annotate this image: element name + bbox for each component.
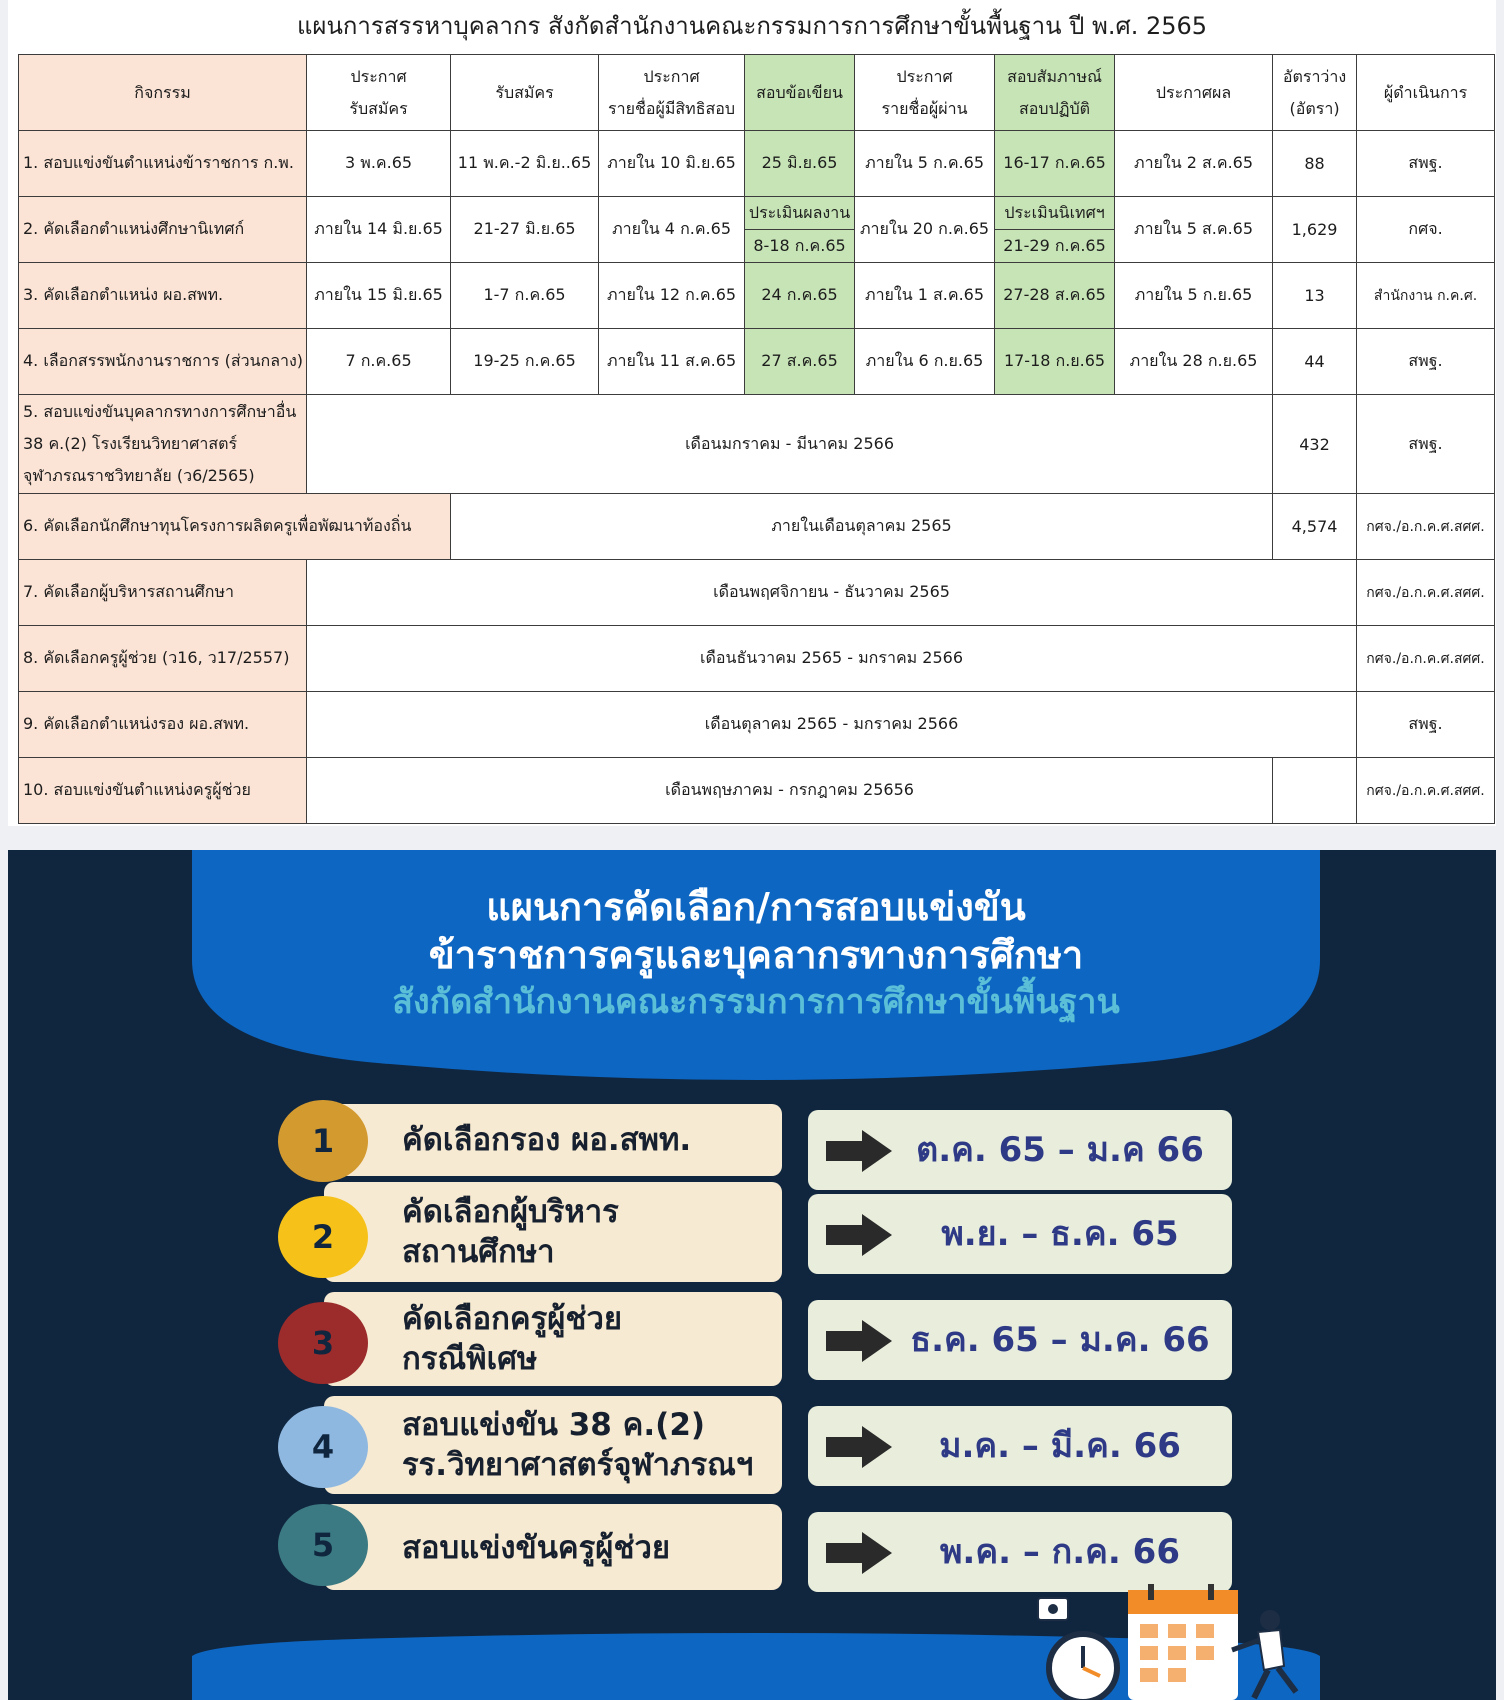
cell-vacancies [1273, 758, 1357, 824]
cell-written: 24 ก.ค.65 [745, 263, 855, 329]
cell-result: ภายใน 5 ก.ย.65 [1115, 263, 1273, 329]
cell-activity: 9. คัดเลือกตำแหน่งรอง ผอ.สพท. [19, 692, 307, 758]
item-4-number-badge: 4 [278, 1406, 368, 1488]
infographic-title-line2: ข้าราชการครูและบุคลากรทางการศึกษา [428, 933, 1084, 977]
header-written-exam: สอบข้อเขียน [745, 55, 855, 131]
cell-result: ภายใน 5 ส.ค.65 [1115, 197, 1273, 263]
table-row [19, 626, 1495, 692]
table-row [19, 560, 1495, 626]
table-row [19, 395, 1495, 494]
cell-result: ภายใน 2 ส.ค.65 [1115, 131, 1273, 197]
infographic-panel [8, 850, 1496, 1700]
cell-period: เดือนพฤศจิกายน - ธันวาคม 2565 [307, 560, 1357, 626]
cell-vacancies: 1,629 [1273, 197, 1357, 263]
cell-activity: 3. คัดเลือกตำแหน่ง ผอ.สพท. [19, 263, 307, 329]
cell-activity: 10. สอบแข่งขันตำแหน่งครูผู้ช่วย [19, 758, 307, 824]
cell-activity: 6. คัดเลือกนักศึกษาทุนโครงการผลิตครูเพื่อพัฒนาท้องถิ่น [19, 494, 451, 560]
cell-vacancies: 44 [1273, 329, 1357, 395]
cell-eligible: ภายใน 4 ก.ค.65 [599, 197, 745, 263]
table-row [19, 329, 1495, 395]
item-1-period: ต.ค. 65 – ม.ค 66 [916, 1130, 1204, 1170]
cell-written: 27 ส.ค.65 [745, 329, 855, 395]
cell-operator: กศจ./อ.ก.ค.ศ.สศศ. [1357, 626, 1495, 692]
cell-vacancies: 13 [1273, 263, 1357, 329]
cell-activity: 5. สอบแข่งขันบุคลากรทางการศึกษาอื่น 38 ค.(2) โรงเรียนวิทยาศาสตร์ จุฬาภรณราชวิทยาลัย (ว6/2565) [19, 395, 307, 494]
cell-announce: ภายใน 14 มิ.ย.65 [307, 197, 451, 263]
cell-apply: 19-25 ก.ค.65 [451, 329, 599, 395]
cell-interview: 17-18 ก.ย.65 [995, 329, 1115, 395]
cell-interview-split [995, 197, 1115, 263]
arrow-right-icon [826, 1130, 892, 1172]
cell-apply: 21-27 มิ.ย.65 [451, 197, 599, 263]
item-3-pill [324, 1292, 782, 1386]
header-apply: รับสมัคร [451, 55, 599, 131]
cell-interview-bottom: 21-29 ก.ค.65 [1003, 236, 1106, 255]
header-activity: กิจกรรม [19, 55, 307, 131]
cell-operator: สพฐ. [1357, 692, 1495, 758]
cell-eligible: ภายใน 12 ก.ค.65 [599, 263, 745, 329]
header-vacancies: อัตราว่าง (อัตรา) [1273, 55, 1357, 131]
recruitment-table-panel [8, 0, 1496, 826]
header-announce-open: ประกาศ รับสมัคร [307, 55, 451, 131]
item-1-pill [324, 1104, 782, 1176]
cell-operator: กศจ./อ.ก.ค.ศ.สศศ. [1357, 560, 1495, 626]
cell-vacancies: 4,574 [1273, 494, 1357, 560]
cell-operator: กศจ. [1357, 197, 1495, 263]
cell-operator: สพฐ. [1357, 329, 1495, 395]
cell-period: เดือนมกราคม - มีนาคม 2566 [307, 395, 1273, 494]
calendar-clock-illustration-icon [1008, 1580, 1318, 1700]
item-1-label: คัดเลือกรอง ผอ.สพท. [402, 1122, 692, 1158]
header-announce-pass: ประกาศ รายชื่อผู้ผ่าน [855, 55, 995, 131]
item-1-period-box [808, 1110, 1232, 1190]
cell-operator: สพฐ. [1357, 395, 1495, 494]
item-1-number-badge: 1 [278, 1100, 368, 1182]
item-2-label: คัดเลือกผู้บริหาร สถานศึกษา [402, 1194, 619, 1270]
item-5-period: พ.ค. – ก.ค. 66 [940, 1532, 1180, 1572]
table-row [19, 131, 1495, 197]
header-operator: ผู้ดำเนินการ [1357, 55, 1495, 131]
cell-announce: 7 ก.ค.65 [307, 329, 451, 395]
cell-activity: 8. คัดเลือกครูผู้ช่วย (ว16, ว17/2557) [19, 626, 307, 692]
cell-interview: 16-17 ก.ค.65 [995, 131, 1115, 197]
header-interview: สอบสัมภาษณ์ สอบปฏิบัติ [995, 55, 1115, 131]
cell-announce: 3 พ.ค.65 [307, 131, 451, 197]
cell-vacancies: 88 [1273, 131, 1357, 197]
table-title: แผนการสรรหาบุคลากร สังกัดสำนักงานคณะกรรมการการศึกษาขั้นพื้นฐาน ปี พ.ศ. 2565 [296, 12, 1208, 40]
cell-announce: ภายใน 15 มิ.ย.65 [307, 263, 451, 329]
item-2-number-badge: 2 [278, 1196, 368, 1278]
table-row [19, 758, 1495, 824]
cell-interview: 27-28 ส.ค.65 [995, 263, 1115, 329]
item-3-label: คัดเลือกครูผู้ช่วย กรณีพิเศษ [402, 1301, 623, 1377]
cell-operator: สพฐ. [1357, 131, 1495, 197]
item-4-period: ม.ค. – มี.ค. 66 [939, 1426, 1181, 1466]
infographic-title-line1: แผนการคัดเลือก/การสอบแข่งขัน [486, 885, 1026, 929]
table-row [19, 197, 1495, 263]
cell-written-split [745, 197, 855, 263]
item-2-period: พ.ย. – ธ.ค. 65 [941, 1214, 1179, 1254]
item-5-number-badge: 5 [278, 1504, 368, 1586]
cell-pass: ภายใน 5 ก.ค.65 [855, 131, 995, 197]
recruitment-plan-table [18, 54, 1495, 824]
cell-pass: ภายใน 1 ส.ค.65 [855, 263, 995, 329]
cell-activity: 2. คัดเลือกตำแหน่งศึกษานิเทศก์ [19, 197, 307, 263]
cell-apply: 1-7 ก.ค.65 [451, 263, 599, 329]
header-announce-eligible: ประกาศ รายชื่อผู้มีสิทธิสอบ [599, 55, 745, 131]
item-4-period-box [808, 1406, 1232, 1486]
cell-activity: 7. คัดเลือกผู้บริหารสถานศึกษา [19, 560, 307, 626]
cell-apply: 11 พ.ค.-2 มิ.ย..65 [451, 131, 599, 197]
cell-period: เดือนตุลาคม 2565 - มกราคม 2566 [307, 692, 1357, 758]
infographic-subtitle: สังกัดสำนักงานคณะกรรมการการศึกษาขั้นพื้นฐาน [392, 982, 1120, 1022]
arrow-right-icon [826, 1320, 892, 1362]
table-row [19, 263, 1495, 329]
cell-activity: 4. เลือกสรรพนักงานราชการ (ส่วนกลาง) [19, 329, 307, 395]
item-2-period-box [808, 1194, 1232, 1274]
arrow-right-icon [826, 1532, 892, 1574]
cell-pass: ภายใน 6 ก.ย.65 [855, 329, 995, 395]
header-result: ประกาศผล [1115, 55, 1273, 131]
cell-operator: สำนักงาน ก.ค.ศ. [1357, 263, 1495, 329]
cell-written-bottom: 8-18 ก.ค.65 [753, 236, 846, 255]
table-row [19, 692, 1495, 758]
cell-pass: ภายใน 20 ก.ค.65 [855, 197, 995, 263]
cell-activity: 1. สอบแข่งขันตำแหน่งข้าราชการ ก.พ. [19, 131, 307, 197]
cell-period: เดือนธันวาคม 2565 - มกราคม 2566 [307, 626, 1357, 692]
cell-result: ภายใน 28 ก.ย.65 [1115, 329, 1273, 395]
item-4-label: สอบแข่งขัน 38 ค.(2) รร.วิทยาศาสตร์จุฬาภรณฯ [402, 1407, 754, 1483]
item-3-period-box [808, 1300, 1232, 1380]
item-3-period: ธ.ค. 65 – ม.ค. 66 [910, 1320, 1210, 1360]
cell-period: เดือนพฤษภาคม - กรกฎาคม 25656 [307, 758, 1273, 824]
cell-eligible: ภายใน 10 มิ.ย.65 [599, 131, 745, 197]
cell-interview-top: ประเมินนิเทศฯ [995, 197, 1114, 230]
item-2-pill [324, 1182, 782, 1282]
cell-written-top: ประเมินผลงาน [745, 197, 854, 230]
cell-written: 25 มิ.ย.65 [745, 131, 855, 197]
arrow-right-icon [826, 1214, 892, 1256]
item-5-label: สอบแข่งขันครูผู้ช่วย [402, 1530, 671, 1566]
header-row [19, 55, 1495, 131]
table-row [19, 494, 1495, 560]
cell-vacancies: 432 [1273, 395, 1357, 494]
cell-period: ภายในเดือนตุลาคม 2565 [451, 494, 1273, 560]
cell-eligible: ภายใน 11 ส.ค.65 [599, 329, 745, 395]
item-3-number-badge: 3 [278, 1302, 368, 1384]
cell-operator: กศจ./อ.ก.ค.ศ.สศศ. [1357, 758, 1495, 824]
item-4-pill [324, 1396, 782, 1494]
arrow-right-icon [826, 1426, 892, 1468]
item-5-pill [324, 1504, 782, 1590]
cell-operator: กศจ./อ.ก.ค.ศ.สศศ. [1357, 494, 1495, 560]
